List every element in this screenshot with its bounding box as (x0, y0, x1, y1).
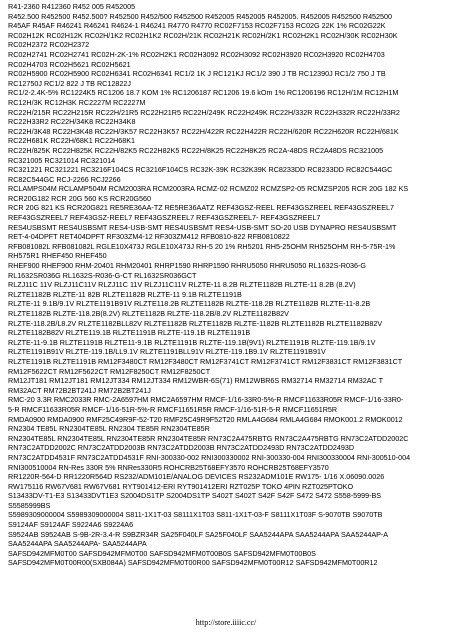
text-line: RCR 20G 821 KS RCR20G821 RE5RE36AA-TZ RE5RE36AATZ REF43GSZ-REEL REF43GSZREEL REF43GSZREEL7 (8, 203, 394, 213)
text-line: RLZTE1182B82V RLZTE119.1B RLZTE1191B RLZTE-119.1B RLZTE1191B (8, 328, 251, 338)
text-line: RN73C2ATDD4531F RN73C2ATDD4531F RNI-300330-002 RNI300330002 RNI-300330-004 RNI300330004 RNI-300510-004 (8, 452, 411, 462)
text-line: RM32ACT RM72B2BT241J RM72B2BT241J (8, 385, 151, 395)
text-line: RC22H681K RC22H/68K1 RC22H68K1 (8, 136, 136, 146)
document-body (8, 2, 444, 568)
text-line: RCLAMPS04M RCLAMP504M RCM2003RA RCM2003RA RCMZ-02 RCMZ02 RCMZSP2-05 RCMZSP205 RCR 20G 182 KS (8, 184, 409, 194)
text-line: RC321005 RC321014 RC321014 (8, 155, 116, 165)
text-line: SAFSD942MFM0T00R00(SXB084A) SAFSD942MFM0T00R00 SAFSD942MFM0T00R12 SAFSD942MFM0T00R12 (8, 558, 378, 568)
text-line: RW175116 RW67V681 RW67V681 RYT901412-ERI RYT901412ERI RZT025P TOKO 4PIN RZT025PTOKO (8, 481, 354, 491)
text-line: RN73C2ATDD2002C RN73C2ATDD2003B RN73C2ATDD2003B RN73C2ATDD2493D RN73C2ATDD2493D (8, 443, 355, 453)
text-line: RLZTE-118.2B/L8.2V RLZTE1182BLL82V RLZTE1182B RLZTE1182B RLZTE-1182B RLZTE1182B RLZTE1182B82V (8, 318, 383, 328)
text-line: RC02H4703 RC02H5621 RC02H5621 (8, 59, 131, 69)
text-line: RMDA0900 RMDA0900 RMF25C49R9F-52-T20 RMF25C49R9F52T20 RMLA4G684 RMLA4G684 RMOK001.2 RMOK0012 (8, 414, 403, 424)
text-line: RN2304TE85L RN2304TE85L RN2304TE85R RN2304TE85R RN73C2A475RBTG RN73C2A475RBTG RN73C2ATDD2002C (8, 433, 409, 443)
text-line: RLZTE-11 9.1B/9.1V RLZTE1191B91V RLZTE118.2B RLZTE1182B RLZTE-118.2B RLZTE1182B RLZTE-11-8.2B (8, 299, 371, 309)
text-line: RC1/2-2.4K-5% RC1224K5 RC1206 18.7 KOM 1% RC1206187 RC1206 19.6 kOm 1% RC1206196 RC12H/1M RC12H1M (8, 88, 399, 98)
text-line: RL1632SR036G RL1632S-R036-G-CT RL1632SR036GCT (8, 270, 197, 280)
text-line: RC22H/215R RC22H215R RC22H/21R5 RC22H21R5 RC22H/249K RC22H249K RC22H/332R RC22H332R RC22H/33R2 (8, 107, 400, 117)
text-line: SAA5244APA SAA5244APA- SAA5244APA (8, 539, 147, 549)
text-line: RR1220R-564-D RR1220R564D RS232/ADM101E/ANALOG DEVICES RS232ADM101E RW175- 1/16 X.06090.0026 (8, 472, 385, 482)
text-line: SAFSD942MFM0T00 SAFSD942MFM0T00 SAFSD942MFM0T00B0S SAFSD942MFM0T00B0S (8, 548, 316, 558)
text-line: R452.500 R452500 R452.500? R452500 R452/500 R452500 R452005 R452005 R452005. R452005 R452500 R452500 (8, 11, 393, 21)
text-line: RC12H/3K RC12H3K RC2227M RC2227M (8, 97, 146, 107)
text-line: RLZTE1182B RLZTE-118.2B(8.2V) RLZTE1182B RLZTE-118.2B/8.2V RLZTE1182B82V (8, 309, 289, 318)
text-line: RC02H5900 RC02H5900 RC02H6341 RC02H6341 RC1/2 1K J RC121KJ RC1/2 390 J TB RC12390J RC1/2 750 J TB (8, 69, 386, 79)
text-line: RFB081082L RFB081082L RGLE10X473J RGLE10X473J RH-5 20 1% RH5201 RH5-25OHM RH525OHM RH-5-75R-1% (8, 241, 396, 251)
text-line: RNI300510004 RN-Res 330R 5% RNRes330R5 ROHCRB25T68EFY3570 ROHCRB25T68EFY3570 (8, 462, 329, 472)
text-line: RC82C544GC RCJ-2266 RCJ2266 (8, 174, 121, 184)
text-line: RLZTE1191B RLZTE1191B RM12F3480CT RM12F3480CT RM12F3741CT RM12F3741CT RM12F3831CT RM12F3831CT (8, 356, 403, 366)
text-line: RC321221 RC321221 RC3216F104CS RC3216F104CS RC32K-39K RC32K39K RC8233DD RC8233DD RC82C544GC (8, 165, 393, 175)
text-line: RC02H12K RC02H12K RC02H/1K2 RC02H1K2 RC02H/21K RC02H21K RC02H/2K1 RC02H2K1 RC02H/30K RC02H30K (8, 30, 398, 40)
text-line: 5-R RMCF11633R05R RMCF-1/16-51R-5%-R RMCF11651R5R RMCF-1/16-51R-5-R RMCF11651R5R (8, 404, 338, 414)
text-line: RM12JT181 RM12JT181 RM12JT334 RM12JT334 RM12WBR-6S(71) RM12WBR6S RM32714 RM32714 RM32AC T (8, 376, 383, 386)
text-line: RLZTE1191B91V RLZTE-119.1B/LL9.1V RLZTE1191BLL91V RLZTE-119.1B9.1V RLZTE1191B91V (8, 347, 326, 357)
text-line: RC02H2741 RC02H2741 RC02H-2K-1% RC02H2K1 RC02H3092 RC02H3092 RC02H3920 RC02H3920 RC02H4703 (8, 49, 385, 59)
text-line: RLZTE1182B RLZTE-11 82B RLZTE1182B RLZTE-11 9.1B RLZTE1191B (8, 289, 242, 299)
text-line: RN2304 TE85L RN2304TE85L RN2304 TE85R RN2304TE85R (8, 424, 210, 434)
text-line: RMC-20 3.3R RMC2033R RMC-2A6597HM RMC2A6597HM RMCF-1/16-33R0-5%-R RMCF11633R05R RMCF-1/16-33R0- (8, 395, 404, 405)
text-line: RLZTE-11-9.1B RLZTE1191B RLZTE11-9.1B RLZTE1191B RLZTE-119.1B(9V1) RLZTE1191B RLZTE-119.1B/9.1V (8, 337, 376, 347)
text-line: S9124AF S9124AF S9224A6 S9224A6 (8, 520, 134, 530)
text-line: RM12F5622CT RM12F5622CT RM12F8250CT RM12F8250CT (8, 366, 211, 376)
text-line: RCR20G182 RCR 20G 560 KS RCR20G560 (8, 193, 152, 203)
text-line: RC02H2372 RC02H2372 (8, 40, 90, 50)
text-line: RHEF900 RHEF900 RHM-20401 RHM20401 RHRP1590 RHRP1590 RHRU5050 RHRU5050 RL1632S-R036-G (8, 261, 366, 271)
text-line: S13433DV-T1-E3 S13433DVT1E3 S2004DS1TP S2004DS1TP S402T S402T S42F S42F S472 S472 S558-5999-BS (8, 491, 382, 501)
text-line: R41-2360 R412360 R452 005 R452005 (8, 2, 136, 11)
text-line: RC12750J RC1/2 822 J TB RC12822J (8, 78, 131, 88)
text-line: RC22H33R2 RC22H/34K8 RC22H34K8 (8, 117, 136, 127)
text-line: REF43GSZREEL7 REF43GSZ-REEL7 REF43GSZREEL7 REF43GSZREEL7- REF43GSZREEL7 (8, 213, 321, 223)
text-line: R45AF R45AF R46241 R46241 R4624-1 R46241 R4770 R4770 RC02F7153 RC02F7153 RC02G 22K 1% RC02G22K (8, 21, 386, 31)
text-line: RC22H/825K RC22H825K RC22H/82K5 RC22H82K5 RC22H/8K25 RC22H8K25 RC2A-48DS RC2A48DS RC321005 (8, 145, 384, 155)
text-line: S5585999BS (8, 500, 51, 510)
text-line: S9524AB S9524AB S-9B-2R-3.4-R S9BZR34R SA25F040LF SA25F040LF SAA5244APA SAA5244APA SAA5244AP-A (8, 529, 389, 539)
text-line: RH575R1 RHEF450 RHEF450 (8, 251, 107, 261)
text-line: RC22H/3K48 RC22H3K48 RC22H/3K57 RC22H3K57 RC22H/422R RC22H422R RC22H/620R RC22H620R RC22H/681K (8, 126, 399, 136)
footer-url[interactable]: http://store.iiiic.cc/ (195, 618, 257, 627)
text-line: RET-4-04DPFT RET404DPFT RF303ZM4-12 RF303ZM412 RFB0810-822 RFB0810822 (8, 232, 290, 242)
text-line: RES4USBSMT RES4USBSMT RES4-USB-SMT RES4USBSMT RES4-USB-SMT SO-20 USB DYNAPRO RES4USBSMT (8, 222, 397, 232)
text-line: S5989309000004 S5989309000004 S811-1X1T-03 S8111X1T03 S811-1X1T-03-F S8111X1T03F S-9070TB S9070TB (8, 510, 383, 520)
text-line: RLZJ11C 11V RLZJ11C11V RLZJ11C 11V RLZJ11C11V RLZTE-11 8.2B RLZTE1182B RLZTE-11 8.2B (8.2V) (8, 280, 356, 290)
